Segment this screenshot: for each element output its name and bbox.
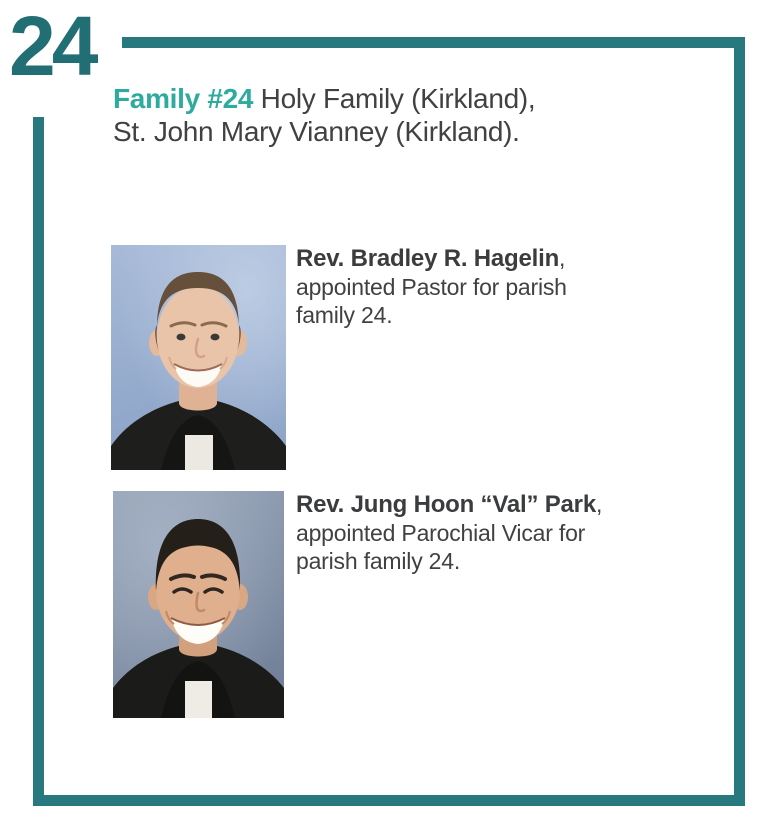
frame-left-border bbox=[33, 117, 44, 806]
frame-bottom-border bbox=[33, 795, 745, 806]
section-number: 24 bbox=[9, 0, 95, 93]
entry-2-name-comma: , bbox=[595, 491, 603, 517]
frame-top-border bbox=[122, 37, 745, 48]
entry-2-desc-line1: appointed Parochial Vicar for bbox=[296, 520, 586, 546]
entry-2-desc-line2: parish family 24. bbox=[296, 548, 461, 574]
portrait-rev-bradley-hagelin bbox=[111, 245, 286, 470]
entry-1-desc-line1: appointed Pastor for parish bbox=[296, 274, 567, 300]
entry-1-name-comma: , bbox=[559, 245, 566, 271]
entry-2-text bbox=[296, 490, 716, 575]
family-parishes-line2: St. John Mary Vianney (Kirkland). bbox=[113, 116, 520, 147]
family-parishes-line1: Holy Family (Kirkland), bbox=[253, 83, 536, 114]
entry-2-name: Rev. Jung Hoon “Val” Park bbox=[296, 491, 596, 518]
family-heading bbox=[113, 82, 713, 148]
frame-right-border bbox=[734, 37, 745, 806]
portrait-rev-jung-hoon-val-park bbox=[113, 491, 284, 718]
portrait-photo-icon bbox=[113, 491, 284, 718]
family-number-label: Family #24 bbox=[113, 83, 254, 114]
entry-1-desc-line2: family 24. bbox=[296, 302, 393, 328]
entry-1-text bbox=[296, 244, 716, 329]
portrait-photo-icon bbox=[111, 245, 286, 470]
entry-1-name: Rev. Bradley R. Hagelin bbox=[296, 245, 560, 272]
